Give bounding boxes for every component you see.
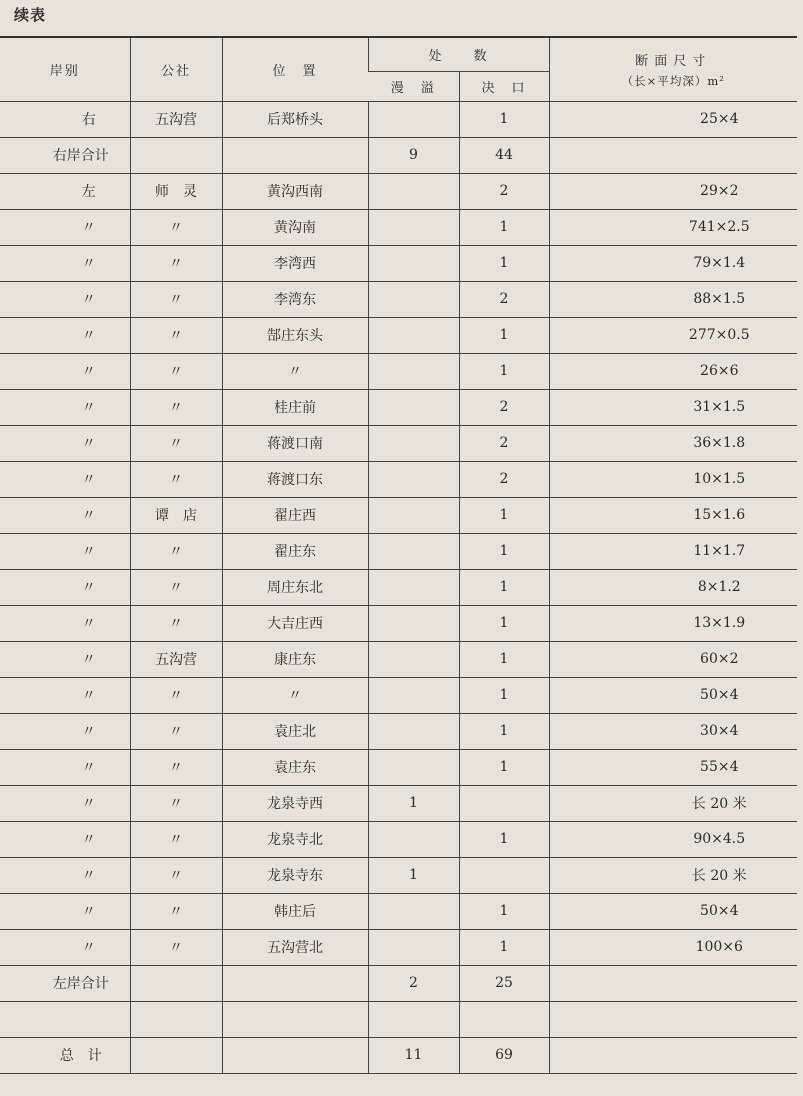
cell-bank: 〃 [0,317,130,353]
cell-breach: 1 [459,821,549,857]
cell-breach [459,857,549,893]
cell-bank: 〃 [0,461,130,497]
cell-overflow [368,101,459,137]
cell-overflow: 2 [368,965,459,1001]
cell-location: 〃 [222,353,368,389]
cell-commune: 〃 [130,749,222,785]
cell-section-size: 15×1.6 [549,497,797,533]
header-overflow: 漫 溢 [368,71,459,101]
cell-location: 〃 [222,677,368,713]
table-row [0,605,797,641]
cell-location [222,137,368,173]
table-row [0,857,797,893]
cell-bank: 〃 [0,641,130,677]
table-row [0,821,797,857]
table-row [0,317,797,353]
cell-overflow: 1 [368,857,459,893]
table-row [0,1037,797,1073]
cell-location: 大吉庄西 [222,605,368,641]
cell-commune: 〃 [130,821,222,857]
cell-section-size: 31×1.5 [549,389,797,425]
cell-commune: 〃 [130,209,222,245]
cell-breach: 1 [459,641,549,677]
table-row [0,533,797,569]
cell-location: 黄沟西南 [222,173,368,209]
cell-bank: 〃 [0,389,130,425]
cell-commune: 〃 [130,929,222,965]
cell-overflow [368,281,459,317]
cell-breach: 1 [459,245,549,281]
table-row [0,425,797,461]
cell-overflow [368,425,459,461]
table-row [0,929,797,965]
cell-breach: 1 [459,569,549,605]
cell-breach: 69 [459,1037,549,1073]
cell-bank: 〃 [0,281,130,317]
header-count-group: 处 数 [368,37,549,71]
cell-overflow [368,461,459,497]
cell-overflow [368,209,459,245]
cell-overflow [368,893,459,929]
cell-overflow [368,821,459,857]
table-row [0,101,797,137]
cell-breach: 25 [459,965,549,1001]
table-row [0,137,797,173]
cell-commune: 〃 [130,353,222,389]
cell-section-size: 30×4 [549,713,797,749]
cell-commune: 〃 [130,425,222,461]
cell-commune: 〃 [130,245,222,281]
cell-location: 周庄东北 [222,569,368,605]
cell-bank: 〃 [0,353,130,389]
cell-section-size: 55×4 [549,749,797,785]
cell-overflow [368,533,459,569]
cell-section-size: 29×2 [549,173,797,209]
table-row [0,353,797,389]
cell-section-size [549,137,797,173]
cell-commune: 谭 店 [130,497,222,533]
cell-bank: 〃 [0,821,130,857]
header-commune: 公社 [130,37,222,101]
cell-section-size: 277×0.5 [549,317,797,353]
table-row [0,677,797,713]
cell-overflow [368,497,459,533]
header-breach: 决 口 [459,71,549,101]
cell-overflow: 9 [368,137,459,173]
cell-breach: 44 [459,137,549,173]
cell-breach: 1 [459,497,549,533]
cell-overflow [368,641,459,677]
cell-breach: 2 [459,389,549,425]
table-row [0,389,797,425]
table-row [0,461,797,497]
cell-bank: 〃 [0,245,130,281]
cell-bank: 右岸合计 [0,137,130,173]
cell-location: 黄沟南 [222,209,368,245]
table-row [0,497,797,533]
cell-commune: 〃 [130,533,222,569]
cell-location: 康庄东 [222,641,368,677]
cell-location: 蒋渡口东 [222,461,368,497]
header-size-label: 断面尺寸 [635,53,712,69]
header-section-size [549,37,797,101]
table-row [0,713,797,749]
cell-overflow [368,569,459,605]
cell-breach: 1 [459,749,549,785]
cell-section-size: 8×1.2 [549,569,797,605]
cell-section-size: 88×1.5 [549,281,797,317]
cell-section-size: 10×1.5 [549,461,797,497]
cell-breach: 2 [459,173,549,209]
cell-section-size: 长 20 米 [549,785,797,821]
cell-location: 翟庄东 [222,533,368,569]
cell-location [222,1001,368,1037]
cell-commune: 〃 [130,893,222,929]
cell-breach: 2 [459,461,549,497]
cell-section-size: 100×6 [549,929,797,965]
cell-breach: 1 [459,353,549,389]
cell-breach: 1 [459,209,549,245]
cell-overflow [368,929,459,965]
cell-breach [459,785,549,821]
cell-commune: 〃 [130,605,222,641]
cell-section-size: 90×4.5 [549,821,797,857]
table-row [0,569,797,605]
flood-breach-table [0,36,797,1074]
cell-bank: 〃 [0,857,130,893]
header-location: 位 置 [222,37,368,101]
cell-commune [130,1037,222,1073]
cell-breach: 2 [459,281,549,317]
cell-bank: 右 [0,101,130,137]
cell-overflow [368,677,459,713]
cell-bank: 〃 [0,749,130,785]
cell-commune: 〃 [130,785,222,821]
cell-section-size: 50×4 [549,677,797,713]
cell-overflow [368,317,459,353]
cell-commune: 〃 [130,857,222,893]
cell-section-size: 50×4 [549,893,797,929]
cell-section-size: 60×2 [549,641,797,677]
cell-bank: 〃 [0,425,130,461]
header-bank: 岸别 [0,37,130,101]
cell-breach: 1 [459,317,549,353]
cell-bank [0,1001,130,1037]
cell-location: 翟庄西 [222,497,368,533]
cell-section-size [549,1037,797,1073]
cell-location: 五沟营北 [222,929,368,965]
table-body [0,101,797,1073]
cell-location: 李湾西 [222,245,368,281]
cell-commune: 〃 [130,281,222,317]
cell-section-size: 13×1.9 [549,605,797,641]
cell-location: 蒋渡口南 [222,425,368,461]
cell-breach: 1 [459,677,549,713]
cell-location: 龙泉寺西 [222,785,368,821]
cell-bank: 〃 [0,569,130,605]
table-row [0,965,797,1001]
table-row [0,173,797,209]
cell-commune: 〃 [130,389,222,425]
cell-section-size: 11×1.7 [549,533,797,569]
cell-location: 袁庄东 [222,749,368,785]
cell-bank: 〃 [0,785,130,821]
cell-commune: 五沟营 [130,101,222,137]
cell-section-size: 26×6 [549,353,797,389]
table-row [0,893,797,929]
cell-overflow [368,1001,459,1037]
cell-location: 龙泉寺北 [222,821,368,857]
cell-commune [130,1001,222,1037]
cell-bank: 〃 [0,929,130,965]
cell-breach: 1 [459,893,549,929]
cell-commune: 师 灵 [130,173,222,209]
cell-breach [459,1001,549,1037]
cell-location: 韩庄后 [222,893,368,929]
cell-location [222,965,368,1001]
cell-location: 后郑桥头 [222,101,368,137]
cell-bank: 〃 [0,605,130,641]
table-row [0,281,797,317]
cell-commune [130,965,222,1001]
cell-bank: 左 [0,173,130,209]
cell-breach: 1 [459,605,549,641]
table-row [0,1001,797,1037]
cell-overflow [368,353,459,389]
cell-commune [130,137,222,173]
table-caption: 续表 [14,6,47,24]
cell-overflow: 1 [368,785,459,821]
cell-commune: 〃 [130,461,222,497]
header-size-unit: （长×平均深）m² [621,73,725,88]
cell-bank: 左岸合计 [0,965,130,1001]
cell-section-size: 25×4 [549,101,797,137]
table-row [0,749,797,785]
cell-overflow [368,389,459,425]
cell-commune: 〃 [130,677,222,713]
cell-overflow [368,749,459,785]
cell-location: 李湾东 [222,281,368,317]
cell-location: 桂庄前 [222,389,368,425]
cell-commune: 五沟营 [130,641,222,677]
cell-location [222,1037,368,1073]
cell-breach: 1 [459,533,549,569]
table-row [0,785,797,821]
cell-section-size [549,1001,797,1037]
cell-location: 袁庄北 [222,713,368,749]
cell-location: 龙泉寺东 [222,857,368,893]
cell-bank: 〃 [0,713,130,749]
cell-section-size [549,965,797,1001]
cell-overflow [368,245,459,281]
cell-location: 郜庄东头 [222,317,368,353]
cell-bank: 〃 [0,893,130,929]
cell-bank: 〃 [0,533,130,569]
cell-section-size: 长 20 米 [549,857,797,893]
cell-breach: 1 [459,101,549,137]
table-row [0,641,797,677]
cell-overflow [368,173,459,209]
cell-breach: 1 [459,713,549,749]
cell-bank: 〃 [0,209,130,245]
cell-bank: 总 计 [0,1037,130,1073]
cell-overflow [368,605,459,641]
table-row [0,209,797,245]
cell-bank: 〃 [0,677,130,713]
cell-section-size: 741×2.5 [549,209,797,245]
cell-commune: 〃 [130,569,222,605]
cell-section-size: 36×1.8 [549,425,797,461]
cell-commune: 〃 [130,713,222,749]
cell-section-size: 79×1.4 [549,245,797,281]
cell-commune: 〃 [130,317,222,353]
table-row [0,245,797,281]
cell-breach: 2 [459,425,549,461]
cell-breach: 1 [459,929,549,965]
cell-overflow: 11 [368,1037,459,1073]
cell-overflow [368,713,459,749]
cell-bank: 〃 [0,497,130,533]
